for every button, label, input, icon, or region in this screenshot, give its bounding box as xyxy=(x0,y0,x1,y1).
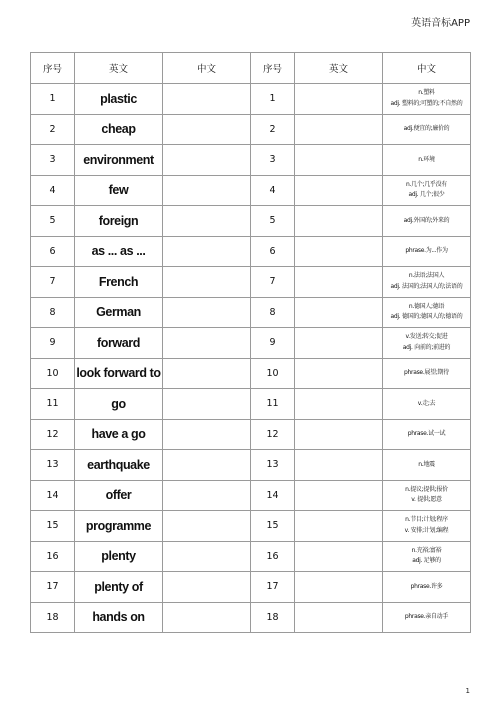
english-cell-empty xyxy=(295,84,383,115)
english-word: German xyxy=(75,297,163,328)
meaning-line: adj. 法国的;法国人的;法语的 xyxy=(390,282,463,290)
english-word: few xyxy=(75,175,163,206)
meaning-line: n.充裕;富裕 xyxy=(411,546,442,554)
table-row xyxy=(31,267,471,298)
table-row xyxy=(31,480,471,511)
chinese-cell-empty xyxy=(163,267,251,298)
chinese-meaning xyxy=(383,267,471,298)
table-row xyxy=(31,602,471,633)
chinese-meaning xyxy=(383,236,471,267)
chinese-cell-empty xyxy=(163,541,251,572)
row-index: 12 xyxy=(31,419,75,450)
meaning-line: adj. 塑料的;可塑的;不自然的 xyxy=(390,99,463,107)
row-index-2: 18 xyxy=(251,602,295,633)
row-index: 6 xyxy=(31,236,75,267)
meaning-line: n.法语;法国人 xyxy=(408,272,445,280)
table-row xyxy=(31,358,471,389)
chinese-cell-empty xyxy=(163,358,251,389)
table-row xyxy=(31,236,471,267)
row-index: 9 xyxy=(31,328,75,359)
row-index-2: 12 xyxy=(251,419,295,450)
chinese-meaning xyxy=(383,419,471,450)
chinese-meaning xyxy=(383,175,471,206)
meaning-line: v. 安排;计划;编程 xyxy=(404,526,449,534)
row-index-2: 6 xyxy=(251,236,295,267)
chinese-cell-empty xyxy=(163,145,251,176)
table-body xyxy=(31,84,471,633)
row-index-2: 17 xyxy=(251,572,295,603)
chinese-cell-empty xyxy=(163,175,251,206)
meaning-line: n.提议;提供;报价 xyxy=(405,485,448,493)
meaning-line: adj. 德国的;德国人的;德语的 xyxy=(390,313,463,321)
row-index: 17 xyxy=(31,572,75,603)
english-word: plastic xyxy=(75,84,163,115)
chinese-meaning xyxy=(383,480,471,511)
english-word: forward xyxy=(75,328,163,359)
chinese-cell-empty xyxy=(163,236,251,267)
table-row xyxy=(31,389,471,420)
chinese-meaning xyxy=(383,358,471,389)
chinese-meaning xyxy=(383,572,471,603)
brand-title: 英语音标APP xyxy=(411,18,470,29)
meaning-line: phrase.试一试 xyxy=(407,430,446,437)
column-header-chinese: 中文 xyxy=(163,53,251,84)
english-word: foreign xyxy=(75,206,163,237)
meaning-line: n.环境 xyxy=(418,155,435,163)
page-number: 1 xyxy=(465,687,470,695)
row-index: 5 xyxy=(31,206,75,237)
meaning-line: adj. 几个;很少 xyxy=(408,191,445,199)
row-index-2: 10 xyxy=(251,358,295,389)
meaning-line: n.塑料 xyxy=(418,89,435,97)
english-word: earthquake xyxy=(75,450,163,481)
english-cell-empty xyxy=(295,267,383,298)
table-row xyxy=(31,541,471,572)
meaning-line: n.几个;几乎没有 xyxy=(405,180,448,188)
row-index: 2 xyxy=(31,114,75,145)
english-word: go xyxy=(75,389,163,420)
row-index-2: 1 xyxy=(251,84,295,115)
meaning-line: v.走;去 xyxy=(417,399,436,407)
row-index: 3 xyxy=(31,145,75,176)
chinese-cell-empty xyxy=(163,206,251,237)
row-index-2: 7 xyxy=(251,267,295,298)
chinese-cell-empty xyxy=(163,480,251,511)
row-index: 11 xyxy=(31,389,75,420)
english-cell-empty xyxy=(295,328,383,359)
meaning-line: phrase.展望;期待 xyxy=(404,369,449,376)
meaning-line: phrase.为...作为 xyxy=(405,247,448,254)
english-cell-empty xyxy=(295,206,383,237)
meaning-line: adj. 足够的 xyxy=(412,557,441,565)
english-cell-empty xyxy=(295,541,383,572)
english-cell-empty xyxy=(295,145,383,176)
chinese-cell-empty xyxy=(163,572,251,603)
chinese-meaning xyxy=(383,297,471,328)
meaning-line: n.地震 xyxy=(418,460,435,468)
column-header-english-2: 英文 xyxy=(295,53,383,84)
column-header-chinese-2: 中文 xyxy=(383,53,471,84)
english-cell-empty xyxy=(295,236,383,267)
chinese-cell-empty xyxy=(163,328,251,359)
english-cell-empty xyxy=(295,297,383,328)
english-word: plenty xyxy=(75,541,163,572)
row-index: 13 xyxy=(31,450,75,481)
row-index-2: 2 xyxy=(251,114,295,145)
english-word: as ... as ... xyxy=(75,236,163,267)
chinese-cell-empty xyxy=(163,511,251,542)
chinese-meaning xyxy=(383,206,471,237)
chinese-meaning xyxy=(383,114,471,145)
chinese-meaning xyxy=(383,511,471,542)
english-cell-empty xyxy=(295,511,383,542)
chinese-meaning xyxy=(383,84,471,115)
chinese-cell-empty xyxy=(163,389,251,420)
row-index-2: 5 xyxy=(251,206,295,237)
row-index-2: 13 xyxy=(251,450,295,481)
chinese-cell-empty xyxy=(163,114,251,145)
english-word: offer xyxy=(75,480,163,511)
chinese-meaning xyxy=(383,328,471,359)
table-row xyxy=(31,419,471,450)
row-index: 15 xyxy=(31,511,75,542)
table-row xyxy=(31,175,471,206)
english-word: hands on xyxy=(75,602,163,633)
table-row xyxy=(31,206,471,237)
column-header-english: 英文 xyxy=(75,53,163,84)
english-cell-empty xyxy=(295,358,383,389)
row-index-2: 4 xyxy=(251,175,295,206)
english-cell-empty xyxy=(295,602,383,633)
chinese-meaning xyxy=(383,389,471,420)
row-index-2: 15 xyxy=(251,511,295,542)
meaning-line: n.德国人;德语 xyxy=(408,302,445,310)
chinese-meaning xyxy=(383,450,471,481)
meaning-line: phrase.许多 xyxy=(410,582,443,590)
row-index: 10 xyxy=(31,358,75,389)
table-row xyxy=(31,450,471,481)
row-index: 18 xyxy=(31,602,75,633)
chinese-meaning xyxy=(383,541,471,572)
english-word: environment xyxy=(75,145,163,176)
row-index-2: 16 xyxy=(251,541,295,572)
chinese-meaning xyxy=(383,145,471,176)
english-word: programme xyxy=(75,511,163,542)
table-header-row xyxy=(31,53,471,84)
meaning-line: v.发送;转交;促进 xyxy=(405,333,448,341)
meaning-line: adj.便宜的;廉价的 xyxy=(403,125,450,132)
row-index: 8 xyxy=(31,297,75,328)
chinese-cell-empty xyxy=(163,84,251,115)
english-word: have a go xyxy=(75,419,163,450)
row-index: 16 xyxy=(31,541,75,572)
row-index-2: 14 xyxy=(251,480,295,511)
english-cell-empty xyxy=(295,572,383,603)
english-cell-empty xyxy=(295,175,383,206)
meaning-line: adj.外国的;外来的 xyxy=(403,216,450,224)
vocabulary-table xyxy=(30,52,471,633)
chinese-meaning xyxy=(383,602,471,633)
table-row xyxy=(31,511,471,542)
table-row xyxy=(31,84,471,115)
english-cell-empty xyxy=(295,389,383,420)
table-row xyxy=(31,572,471,603)
english-word: cheap xyxy=(75,114,163,145)
table-row xyxy=(31,114,471,145)
chinese-cell-empty xyxy=(163,450,251,481)
row-index-2: 3 xyxy=(251,145,295,176)
chinese-cell-empty xyxy=(163,602,251,633)
table-row xyxy=(31,328,471,359)
meaning-line: n.节目;计划;程序 xyxy=(405,516,448,524)
english-cell-empty xyxy=(295,114,383,145)
english-cell-empty xyxy=(295,419,383,450)
english-word: French xyxy=(75,267,163,298)
english-cell-empty xyxy=(295,450,383,481)
table-row xyxy=(31,145,471,176)
chinese-cell-empty xyxy=(163,419,251,450)
column-header-index-2: 序号 xyxy=(251,53,295,84)
column-header-index: 序号 xyxy=(31,53,75,84)
row-index: 1 xyxy=(31,84,75,115)
chinese-cell-empty xyxy=(163,297,251,328)
row-index: 14 xyxy=(31,480,75,511)
english-word: look forward to xyxy=(75,358,163,389)
meaning-line: adj. 向前的;前进的 xyxy=(402,343,451,351)
meaning-line: phrase.亲自动手 xyxy=(404,613,449,620)
row-index-2: 11 xyxy=(251,389,295,420)
table-row xyxy=(31,297,471,328)
row-index: 4 xyxy=(31,175,75,206)
row-index-2: 8 xyxy=(251,297,295,328)
row-index: 7 xyxy=(31,267,75,298)
meaning-line: v. 提供;愿意 xyxy=(411,496,442,504)
english-word: plenty of xyxy=(75,572,163,603)
english-cell-empty xyxy=(295,480,383,511)
row-index-2: 9 xyxy=(251,328,295,359)
